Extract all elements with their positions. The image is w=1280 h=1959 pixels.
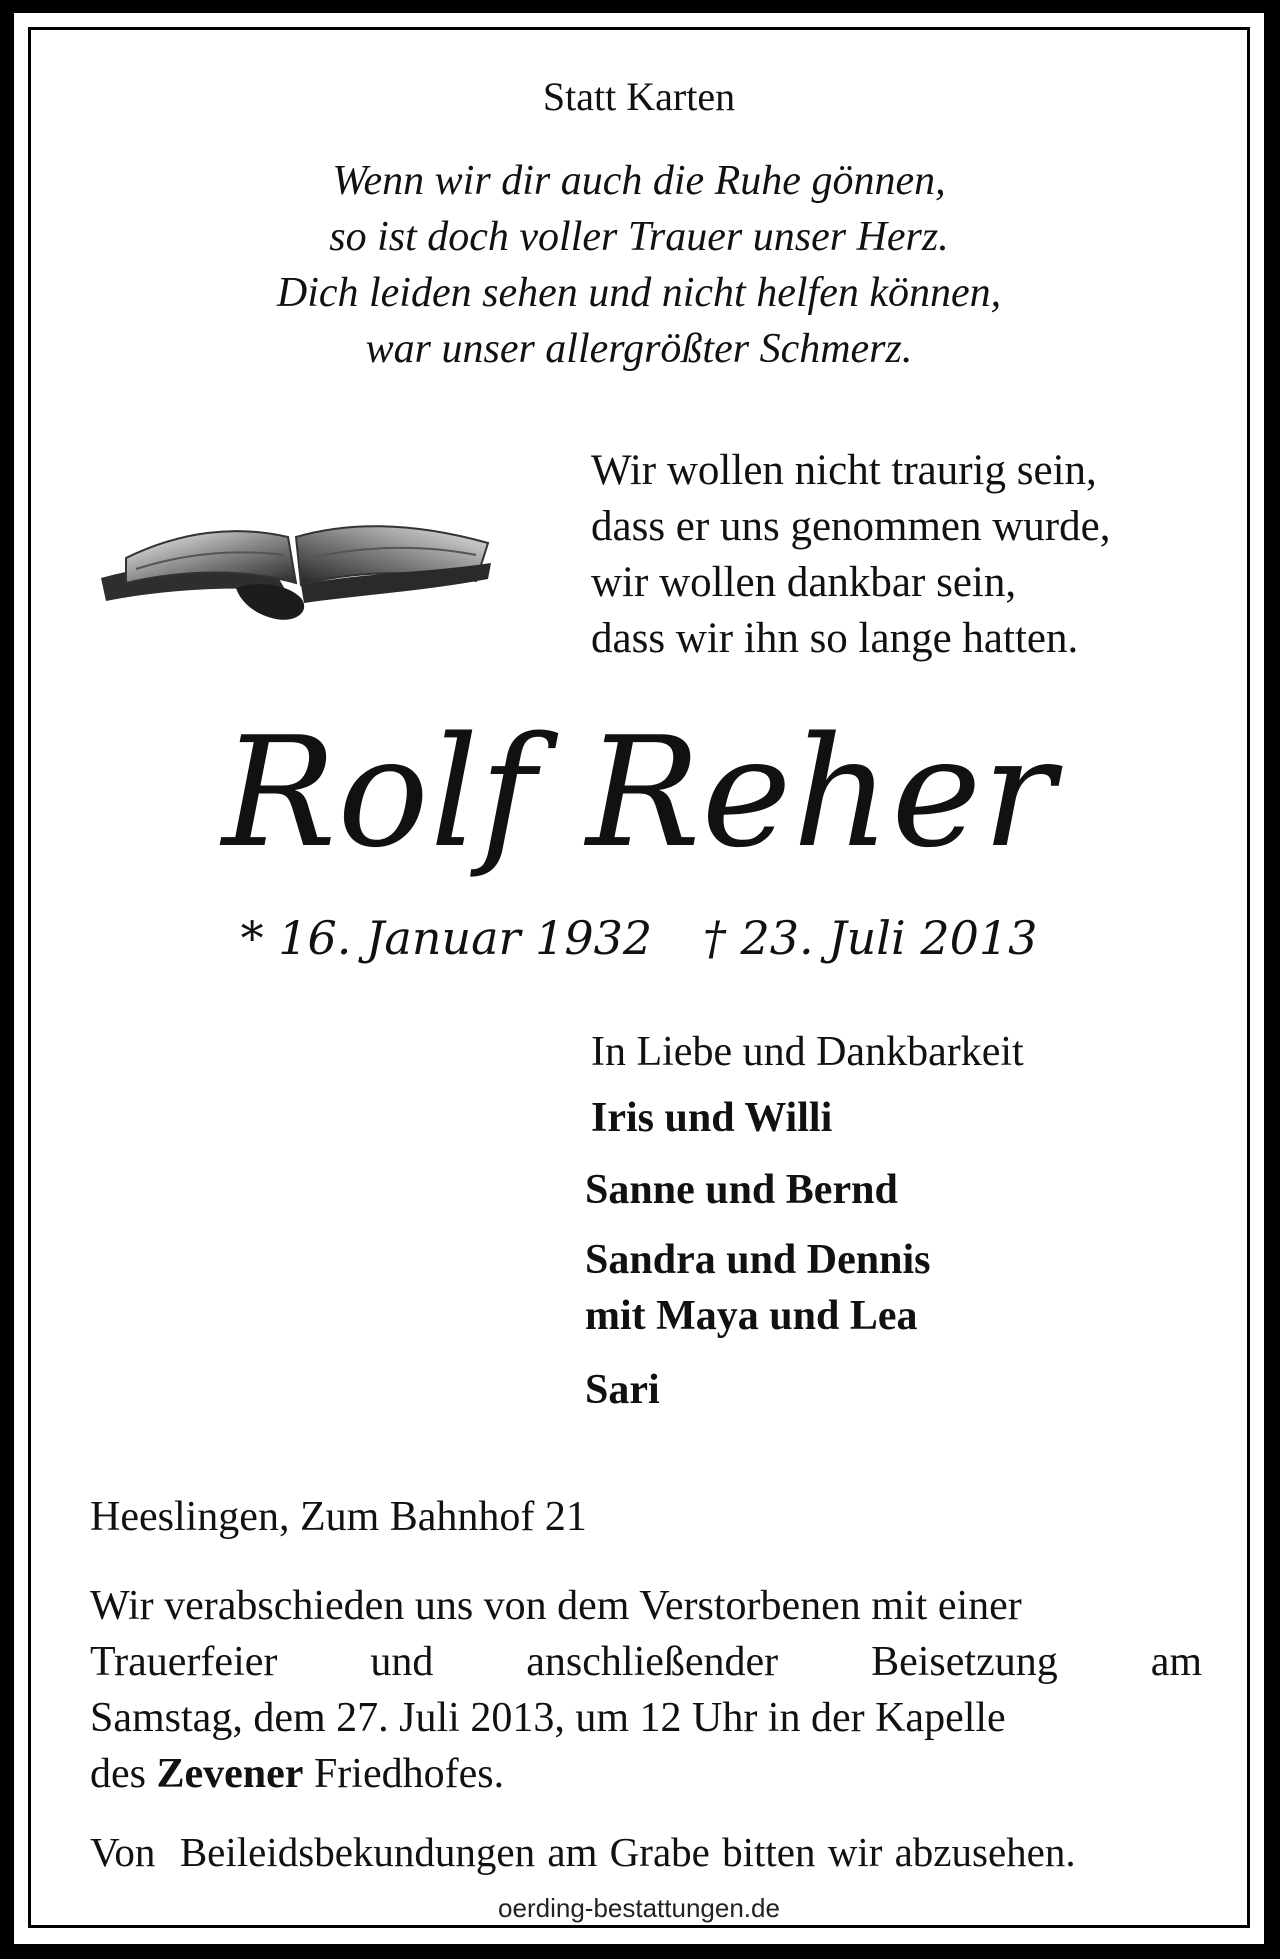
verse-side — [591, 443, 1110, 667]
verse-top-line: Wenn wir dir auch die Ruhe gönnen, — [332, 158, 946, 204]
service-line: Samstag, dem 27. Juli 2013, um 12 Uhr in der Kapelle — [90, 1695, 1006, 1741]
verse-top-line: Dich leiden sehen und nicht helfen können, — [276, 270, 1002, 316]
condolence-notice: Von Beileidsbekundungen am Grabe bitten wir abzusehen. — [90, 1829, 1076, 1875]
verse-top-line: so ist doch voller Trauer unser Herz. — [329, 214, 949, 260]
verse-side-line: dass wir ihn so lange hatten. — [591, 615, 1079, 662]
address: Heeslingen, Zum Bahnhof 21 — [90, 1494, 587, 1540]
cemetery-name: Zevener — [156, 1751, 304, 1797]
mourner-entry: Sari — [585, 1367, 660, 1413]
mourners-intro: In Liebe und Dankbarkeit — [591, 1029, 1024, 1075]
verse-side-line: wir wollen dankbar sein, — [591, 559, 1017, 606]
verse-side-line: dass er uns genommen wurde, — [591, 503, 1111, 550]
deceased-name: Rolf Reher — [221, 704, 1057, 881]
mourner-entry: mit Maya und Lea — [585, 1293, 918, 1339]
service-line — [90, 1634, 1202, 1690]
service-text: des — [90, 1751, 157, 1797]
verse-top — [14, 153, 1264, 377]
birth-date: * 16. Januar 1932 — [240, 911, 653, 965]
footer-website: oerding-bestattungen.de — [498, 1893, 780, 1923]
death-date: † 23. Juli 2013 — [702, 911, 1038, 965]
life-dates — [14, 908, 1264, 968]
service-line: Wir verabschieden uns von dem Verstorbenen mit einer — [90, 1583, 1022, 1629]
service-word: Trauerfeier — [90, 1639, 278, 1685]
service-word: und — [370, 1639, 434, 1685]
service-line — [90, 1746, 1202, 1802]
service-text: Friedhofes. — [303, 1751, 505, 1797]
service-word: anschließender — [526, 1639, 779, 1685]
service-word: am — [1150, 1639, 1202, 1685]
mourner-entry: Sanne und Bernd — [585, 1167, 898, 1213]
mourner-entry: Iris und Willi — [591, 1095, 833, 1141]
service-notice — [90, 1578, 1202, 1802]
service-word: Beisetzung — [871, 1639, 1058, 1685]
open-book-icon — [96, 503, 506, 628]
verse-top-line: war unser allergrößter Schmerz. — [365, 326, 913, 372]
mourner-entry: Sandra und Dennis — [585, 1237, 931, 1283]
statt-karten-heading: Statt Karten — [542, 74, 736, 119]
verse-side-line: Wir wollen nicht traurig sein, — [591, 447, 1097, 494]
obituary-card — [14, 13, 1264, 1944]
